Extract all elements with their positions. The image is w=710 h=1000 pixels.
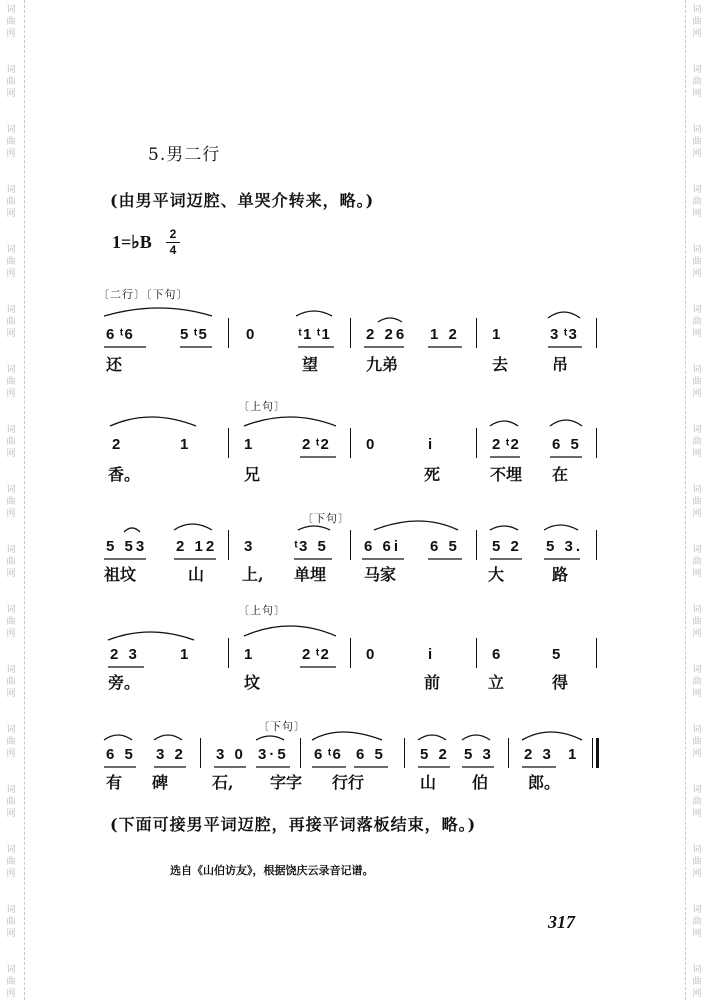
watermark-text: 词曲网	[692, 545, 702, 579]
note: 2 26	[366, 326, 408, 343]
lyric: 还	[106, 355, 123, 374]
phrase-tag: 〔下句〕	[258, 720, 306, 733]
time-signature	[166, 228, 180, 257]
barline	[228, 428, 229, 458]
watermark-text: 词曲网	[6, 365, 16, 399]
lyric: 不埋	[490, 465, 523, 484]
lyric: 死	[424, 465, 441, 484]
slur	[374, 521, 458, 530]
final-barline	[592, 738, 599, 768]
barline	[350, 530, 351, 560]
note: 3 ͭ3	[550, 326, 580, 343]
barline	[350, 318, 351, 348]
slur	[490, 526, 518, 530]
slur	[110, 417, 196, 426]
watermark-text: 词曲网	[6, 125, 16, 159]
slur	[378, 318, 402, 322]
slur	[104, 735, 132, 740]
note: ͭ1 ͭ1	[300, 326, 333, 343]
note: 1	[492, 326, 504, 343]
note: 1 2	[430, 326, 460, 343]
note: 1	[568, 746, 580, 763]
watermark-text: 词曲网	[6, 185, 16, 219]
slur	[296, 311, 332, 316]
lyric: 九弟	[366, 355, 399, 374]
watermark-text: 词曲网	[6, 5, 16, 39]
lyric: 去	[492, 355, 509, 374]
note: 1	[180, 436, 192, 453]
barline	[476, 530, 477, 560]
phrase-tag: 〔上句〕	[238, 604, 286, 617]
barline	[228, 638, 229, 668]
slur	[544, 525, 578, 530]
lyric: 大	[488, 565, 505, 584]
lyric: 路	[552, 565, 569, 584]
key-signature: 1=♭B	[112, 232, 152, 252]
slur	[256, 736, 284, 740]
note: 1	[244, 646, 256, 663]
watermark-text: 词曲网	[6, 665, 16, 699]
barline	[596, 638, 597, 668]
watermark-text: 词曲网	[692, 185, 702, 219]
time-numerator: 2	[169, 227, 177, 241]
watermark-text: 词曲网	[6, 545, 16, 579]
watermark-text: 词曲网	[692, 365, 702, 399]
slur	[108, 632, 194, 640]
watermark-text: 词曲网	[692, 425, 702, 459]
note: 3 0	[216, 746, 246, 763]
slur	[244, 626, 336, 636]
watermark-text: 词曲网	[692, 245, 702, 279]
barline	[596, 428, 597, 458]
lyric: 郎。	[528, 773, 561, 792]
barline	[476, 318, 477, 348]
note: 5 3.	[546, 538, 584, 555]
note: 3·5	[258, 746, 289, 763]
slur	[490, 421, 518, 426]
barline	[228, 530, 229, 560]
slur	[312, 732, 382, 740]
section-title: 5.男二行	[148, 145, 221, 165]
watermark-text: 词曲网	[692, 725, 702, 759]
lyric: 字字	[270, 773, 303, 792]
lyric: 上,	[242, 565, 264, 584]
note: 6 ͭ6	[314, 746, 344, 763]
watermark-text: 词曲网	[692, 485, 702, 519]
watermark-text: 词曲网	[692, 605, 702, 639]
barline	[350, 428, 351, 458]
lyric: 马家	[364, 565, 397, 584]
note: 6 5	[552, 436, 582, 453]
watermark-text: 词曲网	[6, 245, 16, 279]
note: 3	[244, 538, 256, 555]
lyric: 前	[424, 673, 441, 692]
note: 0	[366, 436, 378, 453]
slur	[550, 420, 582, 426]
slur	[522, 732, 582, 740]
slur	[124, 528, 140, 532]
note: 5	[552, 646, 564, 663]
barline	[596, 530, 597, 560]
watermark-text: 词曲网	[6, 425, 16, 459]
note: 2 ͭ2	[492, 436, 522, 453]
note: i	[428, 436, 436, 453]
watermark-text: 词曲网	[6, 785, 16, 819]
watermark-text: 词曲网	[6, 905, 16, 939]
watermark-text: 词曲网	[6, 65, 16, 99]
lyric: 望	[302, 355, 319, 374]
note: 6 5	[106, 746, 136, 763]
right-watermark-strip	[685, 0, 710, 1000]
note: 1	[244, 436, 256, 453]
lyric: 旁。	[108, 673, 141, 692]
lyric: 吊	[552, 355, 569, 374]
note: 1	[180, 646, 192, 663]
note: 0	[366, 646, 378, 663]
note: ͭ3 5	[296, 538, 329, 555]
slur	[418, 735, 446, 740]
lyric: 碑	[152, 773, 169, 792]
lyric: 石,	[212, 773, 234, 792]
note: 2 3	[110, 646, 140, 663]
lyric: 伯	[472, 773, 489, 792]
lyric: 有	[106, 773, 123, 792]
barline	[476, 428, 477, 458]
lyric: 祖坟	[104, 565, 137, 584]
lyric: 香。	[108, 465, 141, 484]
watermark-text: 词曲网	[6, 605, 16, 639]
watermark-text: 词曲网	[6, 305, 16, 339]
barline	[350, 638, 351, 668]
phrase-tag: 〔下句〕	[302, 512, 350, 525]
lyric: 坟	[244, 673, 261, 692]
barline	[404, 738, 405, 768]
slur	[548, 312, 580, 318]
slur	[462, 735, 490, 740]
left-watermark-strip	[0, 0, 25, 1000]
note: i	[428, 646, 436, 663]
barline	[300, 738, 301, 768]
watermark-text: 词曲网	[692, 785, 702, 819]
barline	[508, 738, 509, 768]
lyric: 山	[188, 565, 205, 584]
watermark-text: 词曲网	[6, 485, 16, 519]
watermark-text: 词曲网	[692, 965, 702, 999]
watermark-text: 词曲网	[692, 845, 702, 879]
page-number: 317	[548, 912, 575, 932]
watermark-text: 词曲网	[6, 725, 16, 759]
lyric: 立	[488, 673, 505, 692]
slur	[154, 735, 182, 740]
lyric: 在	[552, 465, 569, 484]
note: 2 ͭ2	[302, 646, 332, 663]
note: 6 5	[430, 538, 460, 555]
slur	[298, 526, 330, 530]
note: 5 53	[106, 538, 148, 555]
outro-note: (下面可接男平词迈腔，再接平词落板结束，略。)	[110, 815, 477, 834]
note: 6 5	[356, 746, 386, 763]
note: 5 2	[492, 538, 522, 555]
slur	[104, 308, 212, 316]
note: 2 12	[176, 538, 218, 555]
lyric: 山	[420, 773, 437, 792]
watermark-text: 词曲网	[692, 65, 702, 99]
watermark-text: 词曲网	[692, 125, 702, 159]
note: 6 6i	[364, 538, 402, 555]
lyric: 兄	[244, 465, 261, 484]
note: 5 ͭ5	[180, 326, 210, 343]
note: 6 ͭ6	[106, 326, 136, 343]
note: 5 2	[420, 746, 450, 763]
barline	[476, 638, 477, 668]
note: 2 ͭ2	[302, 436, 332, 453]
phrase-tag: 〔上句〕	[238, 400, 286, 413]
note: 3 2	[156, 746, 186, 763]
watermark-text: 词曲网	[692, 5, 702, 39]
watermark-text: 词曲网	[692, 305, 702, 339]
intro-note: (由男平词迈腔、单哭介转来，略。)	[110, 191, 375, 210]
barline	[596, 318, 597, 348]
watermark-text: 词曲网	[6, 845, 16, 879]
note: 5 3	[464, 746, 494, 763]
lyric: 单埋	[294, 565, 327, 584]
note: 0	[246, 326, 258, 343]
source-note: 选自《山伯访友》，根据饶庆云录音记谱。	[170, 864, 374, 877]
note: 2 3	[524, 746, 554, 763]
lyric: 行行	[332, 773, 365, 792]
watermark-text: 词曲网	[6, 965, 16, 999]
lyric: 得	[552, 673, 569, 692]
watermark-text: 词曲网	[692, 905, 702, 939]
time-denominator: 4	[169, 243, 177, 257]
note: 6	[492, 646, 504, 663]
barline	[200, 738, 201, 768]
barline	[228, 318, 229, 348]
note: 2	[112, 436, 124, 453]
slur	[244, 417, 336, 426]
slur	[174, 524, 212, 530]
watermark-text: 词曲网	[692, 665, 702, 699]
phrase-tag: 〔二行〕〔下句〕	[98, 288, 189, 301]
